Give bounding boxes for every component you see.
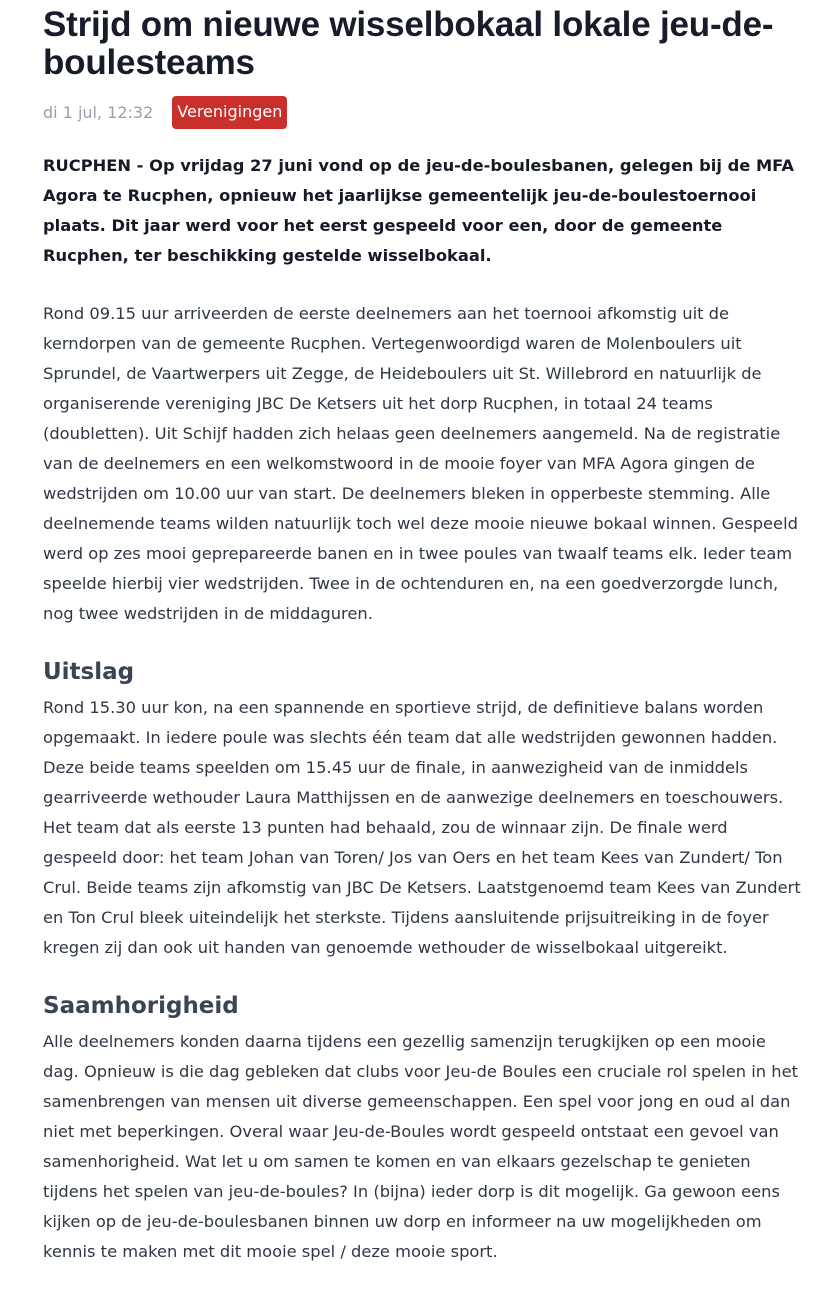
article-title: Strijd om nieuwe wisselbokaal lokale jeu-de-boulesteams bbox=[43, 5, 774, 82]
article-lead: RUCPHEN - Op vrijdag 27 juni vond op de jeu-de-boulesbanen, gelegen bij de MFA Agora te Rucphen, opnieuw het jaarlijkse gemeentelijk jeu-de-boulestoernooi plaats. Dit jaar werd voor het eerst gespeeld voor een, door de gemeente Rucphen, ter beschikking gestelde wisselbokaal. bbox=[43, 156, 795, 265]
publish-date: di 1 jul, 12:32 bbox=[43, 102, 154, 122]
category-badge[interactable]: Verenigingen bbox=[172, 96, 287, 129]
section-heading-saamhorigheid: Saamhorigheid bbox=[43, 993, 239, 1019]
news-article bbox=[43, 6, 803, 1267]
article-paragraph: Rond 15.30 uur kon, na een spannende en sportieve strijd, de definitieve balans worden opgemaakt. In iedere poule was slechts één team dat alle wedstrijden gewonnen hadden. Deze beide teams speelden om 15.45 uur de finale, in aanwezigheid van de inmiddels gearriveerde wethouder Laura Matthijssen en de aanwezige deelnemers en toeschouwers. Het team dat als eerste 13 punten had behaald, zou de winnaar zijn. De finale werd gespeeld door: het team Johan van Toren/ Jos van Oers en het team Kees van Zundert/ Ton Crul. Beide teams zijn afkomstig van JBC De Ketsers. Laatstgenoemd team Kees van Zundert en Ton Crul bleek uiteindelijk het sterkste. Tijdens aansluitende prijsuitreiking in de foyer kregen zij dan ook uit handen van genoemde wethouder de wisselbokaal uitgereikt. bbox=[43, 698, 801, 957]
section-heading-uitslag: Uitslag bbox=[43, 659, 135, 685]
article-meta bbox=[43, 95, 803, 129]
article-paragraph: Rond 09.15 uur arriveerden de eerste deelnemers aan het toernooi afkomstig uit de kerndorpen van de gemeente Rucphen. Vertegenwoordigd waren de Molenboulers uit Sprundel, de Vaartwerpers uit Zegge, de Heideboulers uit St. Willebrord en natuurlijk de organiserende vereniging JBC De Ketsers uit het dorp Rucphen, in totaal 24 teams (doubletten). Uit Schijf hadden zich helaas geen deelnemers aangemeld. Na de registratie van de deelnemers en een welkomstwoord in de mooie foyer van MFA Agora gingen de wedstrijden om 10.00 uur van start. De deelnemers bleken in opperbeste stemming. Alle deelnemende teams wilden natuurlijk toch wel deze mooie nieuwe bokaal winnen. Gespeeld werd op zes mooi geprepareerde banen en in twee poules van twaalf teams elk. Ieder team speelde hierbij vier wedstrijden. Twee in de ochtenduren en, na een goedverzorgde lunch, nog twee wedstrijden in de middaguren. bbox=[43, 304, 798, 623]
article-paragraph: Alle deelnemers konden daarna tijdens een gezellig samenzijn terugkijken op een mooie dag. Opnieuw is die dag gebleken dat clubs voor Jeu-de Boules een cruciale rol spelen in het samenbrengen van mensen uit diverse gemeenschappen. Een spel voor jong en oud al dan niet met beperkingen. Overal waar Jeu-de-Boules wordt gespeeld ontstaat een gevoel van samenhorigheid. Wat let u om samen te komen en van elkaars gezelschap te genieten tijdens het spelen van jeu-de-boules? In (bijna) ieder dorp is dit mogelijk. Ga gewoon eens kijken op de jeu-de-boulesbanen binnen uw dorp en informeer na uw mogelijkheden om kennis te maken met dit mooie spel / deze mooie sport. bbox=[43, 1032, 798, 1261]
